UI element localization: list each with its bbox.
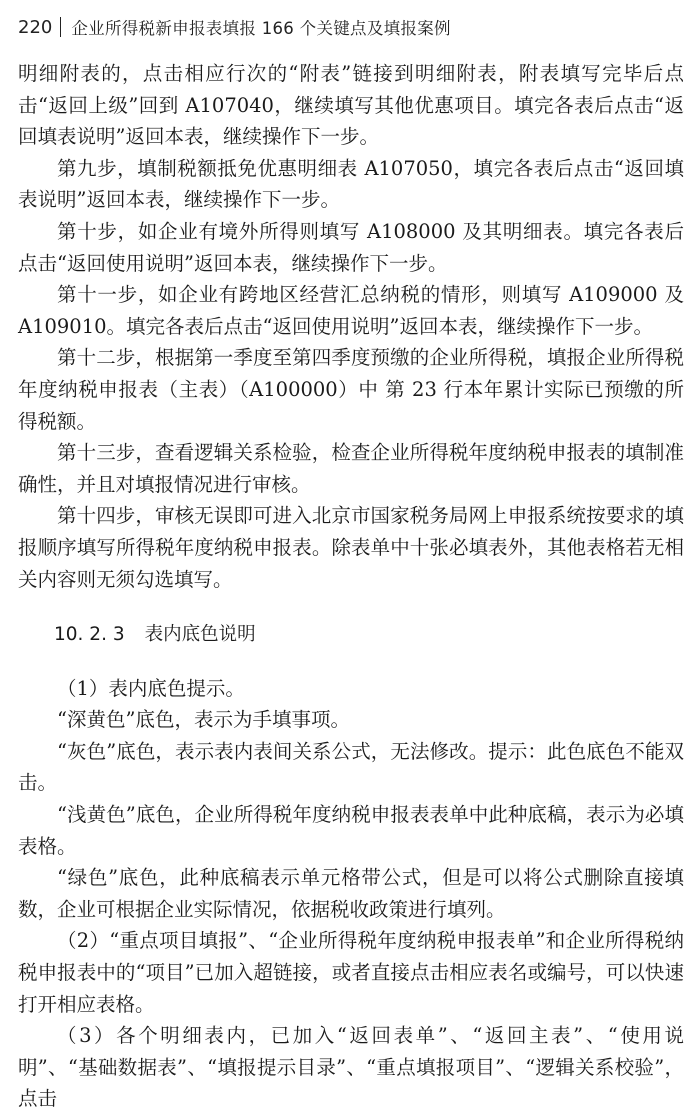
- page-number: 220: [18, 16, 53, 38]
- paragraph: 明细附表的，点击相应行次的“附表”链接到明细附表，附表填写完毕后点击“返回上级”回到 A107040，继续填写其他优惠项目。填完各表后点击“返回填表说明”返回本表，继续操作下一步。: [18, 62, 684, 149]
- paragraph: “深黄色”底色，表示为手填事项。: [57, 708, 350, 732]
- paragraph: 第十三步，查看逻辑关系检验，检查企业所得税年度纳税申报表的填制准确性，并且对填报情况进行审核。: [18, 441, 684, 496]
- paragraph: 第九步，填制税额抵免优惠明细表 A107050，填完各表后点击“返回填表说明”返回本表，继续操作下一步。: [18, 156, 684, 212]
- paragraph: 第十四步，审核无误即可进入北京市国家税务局网上申报系统按要求的填报顺序填写所得税年度纳税申报表。除表单中十张必填表外，其他表格若无相关内容则无须勾选填写。: [18, 504, 684, 591]
- paragraph: 第十步，如企业有境外所得则填写 A108000 及其明细表。填完各表后点击“返回使用说明”返回本表，继续操作下一步。: [18, 219, 684, 275]
- section-title: 表内底色说明: [144, 624, 256, 646]
- paragraph: 第十二步，根据第一季度至第四季度预缴的企业所得税，填报企业所得税年度纳税申报表（主表）（A100000）中 第 23 行本年累计实际已预缴的所得税额。: [18, 346, 684, 433]
- paragraph: （3）各个明细表内，已加入“返回表单”、“返回主表”、“使用说明”、“基础数据表”、“填报提示目录”、“重点填报项目”、“逻辑关系校验”，点击: [18, 1024, 684, 1111]
- paragraph: “灰色”底色，表示表内表间关系公式，无法修改。提示：此色底色不能双击。: [18, 739, 684, 795]
- paragraph: （2）“重点项目填报”、“企业所得税年度纳税申报表单”和企业所得税纳税申报表中的“项目”已加入超链接，或者直接点击相应表名或编号，可以快速打开相应表格。: [18, 929, 684, 1016]
- section-heading: [18, 619, 684, 651]
- page-body: [18, 58, 684, 1115]
- paragraph: “浅黄色”底色，企业所得税年度纳税申报表表单中此种底稿，表示为必填表格。: [18, 803, 684, 858]
- section-number: 10. 2. 3: [54, 624, 125, 646]
- paragraph: （1）表内底色提示。: [57, 676, 245, 700]
- paragraph: 第十一步，如企业有跨地区经营汇总纳税的情形，则填写 A109000 及 A109010。填完各表后点击“返回使用说明”返回本表，继续操作下一步。: [18, 283, 684, 338]
- paragraph: “绿色”底色，此种底稿表示单元格带公式，但是可以将公式删除直接填数，企业可根据企业实际情况，依据税收政策进行填列。: [18, 866, 684, 921]
- running-header: [18, 12, 682, 42]
- book-title: 企业所得税新申报表填报 166 个关键点及填报案例: [71, 19, 451, 38]
- header-divider: [60, 17, 61, 37]
